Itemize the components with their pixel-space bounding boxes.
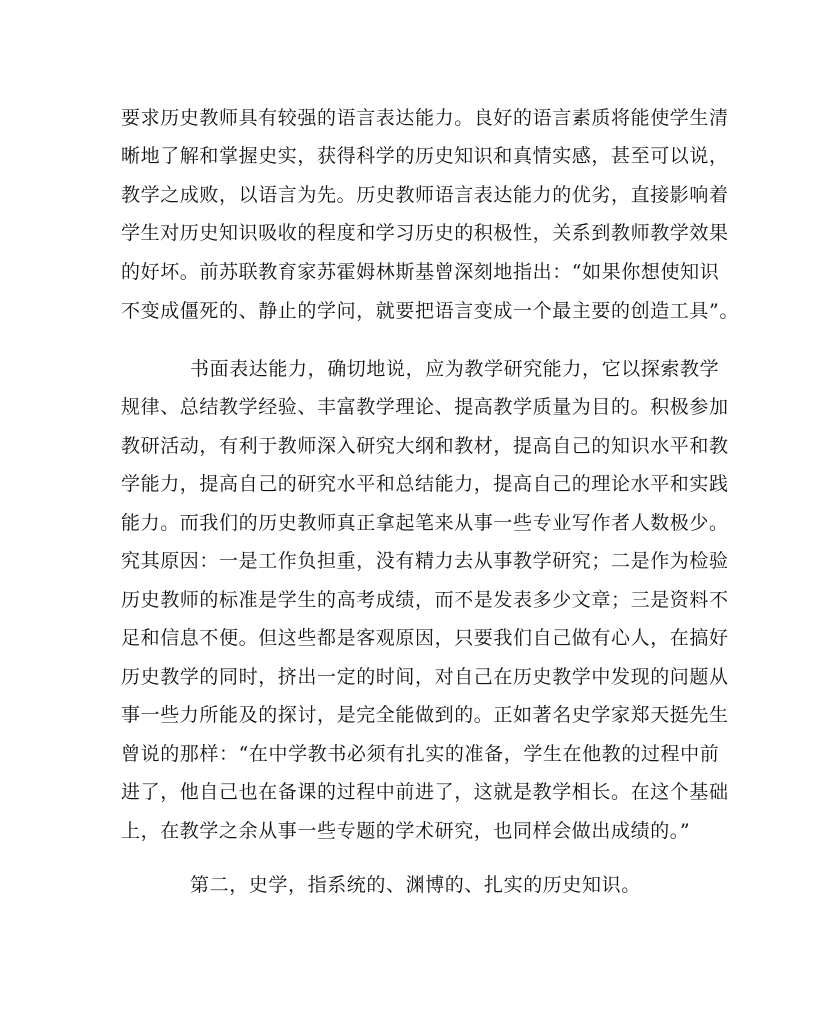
text-line: 历史教学的同时，挤出一定的时间，对自己在历史教学中发现的问题从 — [121, 666, 729, 688]
text-line: 历史教师的标准是学生的高考成绩，而不是发表多少文章；三是资料不 — [121, 589, 729, 611]
text-line: 足和信息不便。但这些都是客观原因，只要我们自己做有心人，在搞好 — [121, 627, 729, 649]
text-line: 教学之成败，以语言为先。历史教师语言表达能力的优劣，直接影响着 — [121, 184, 729, 206]
text-line: 教研活动，有利于教师深入研究大纲和教材，提高自己的知识水平和教 — [121, 435, 729, 457]
paragraph-start-line: 书面表达能力，确切地说，应为教学研究能力，它以探索教学 — [190, 358, 720, 380]
text-line: 学能力，提高自己的研究水平和总结能力，提高自己的理论水平和实践 — [121, 473, 729, 495]
text-line: 不变成僵死的、静止的学问，就要把语言变成一个最主要的创造工具”。 — [121, 300, 739, 322]
text-line: 事一些力所能及的探讨，是完全能做到的。正如著名史学家郑天挺先生 — [121, 704, 729, 726]
text-line: 晰地了解和掌握史实，获得科学的历史知识和真情实感，甚至可以说， — [121, 145, 729, 167]
text-line: 曾说的那样：“在中学教书必须有扎实的准备，学生在他教的过程中前 — [121, 743, 720, 765]
text-line: 的好坏。前苏联教育家苏霍姆林斯基曾深刻地指出：“如果你想使知识 — [121, 261, 720, 283]
text-line: 究其原因：一是工作负担重，没有精力去从事教学研究；二是作为检验 — [121, 550, 729, 572]
section-heading-line: 第二，史学，指系统的、渊博的、扎实的历史知识。 — [190, 874, 641, 896]
text-line: 上，在教学之余从事一些专题的学术研究，也同样会做出成绩的。” — [121, 820, 691, 842]
text-line: 学生对历史知识吸收的程度和学习历史的积极性，关系到教师教学效果 — [121, 222, 729, 244]
text-line: 规律、总结教学经验、丰富教学理论、提高教学质量为目的。积极参加 — [121, 396, 729, 418]
text-line: 进了，他自己也在备课的过程中前进了，这就是教学相长。在这个基础 — [121, 781, 729, 803]
text-line: 能力。而我们的历史教师真正拿起笔来从事一些专业写作者人数极少。 — [121, 512, 729, 534]
text-line: 要求历史教师具有较强的语言表达能力。良好的语言素质将能使学生清 — [121, 107, 729, 129]
